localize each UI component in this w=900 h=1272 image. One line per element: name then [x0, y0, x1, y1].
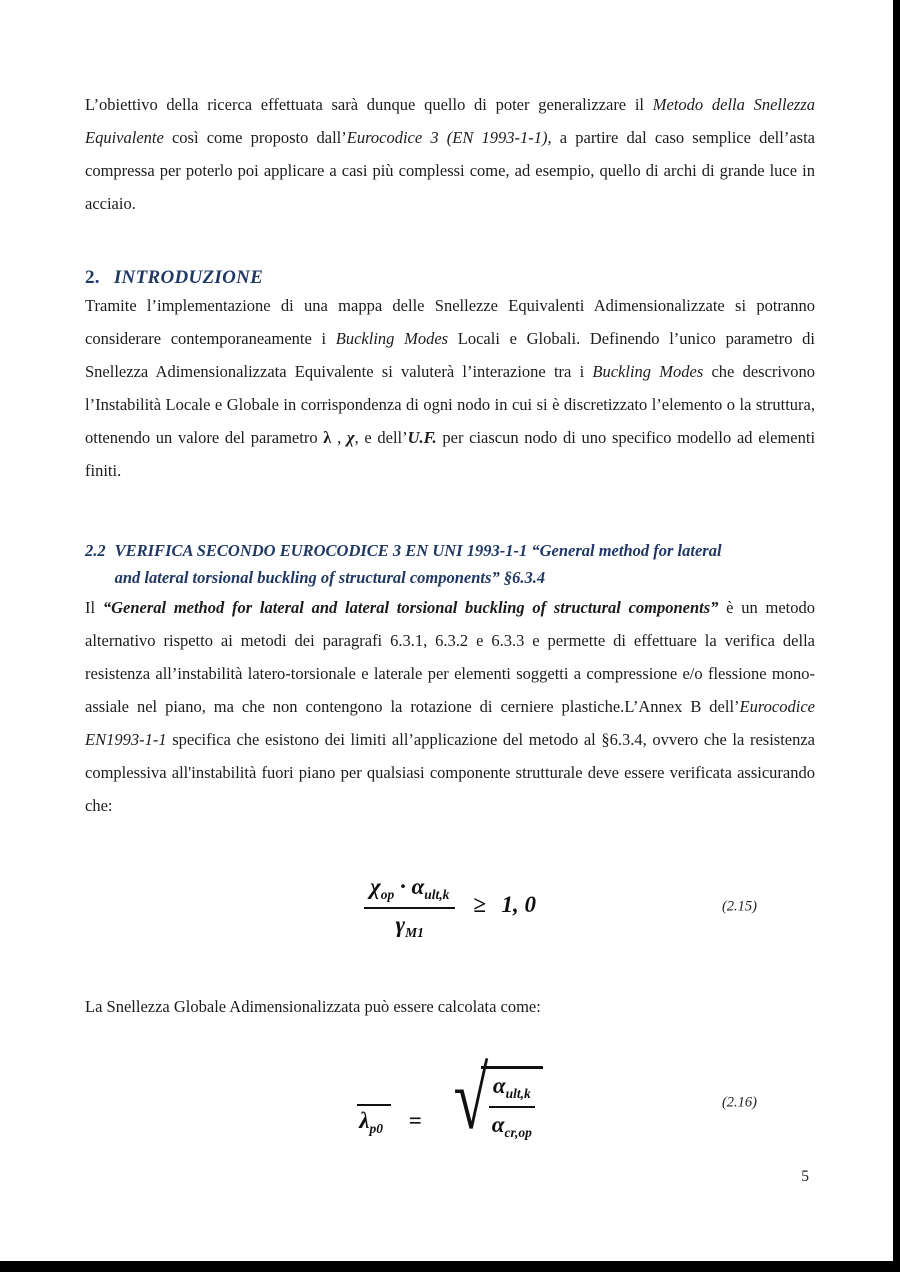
square-root — [440, 1050, 543, 1148]
paragraph-tramite — [85, 289, 815, 487]
alpha-subscript: ult,k — [505, 1085, 531, 1101]
formula-chi-alpha-over-gamma — [364, 874, 536, 941]
text-run: specifica che esistono dei limiti all’applicazione del metodo al §6.3.4, ovvero che la resistenza complessiva all'instabilità fuori piano per qualsiasi componente strutturale deve essere verificata assicurando che: — [85, 730, 815, 815]
symbol-chi: χ — [346, 428, 355, 447]
alpha-subscript: ult,k — [424, 886, 450, 902]
lambda-subscript: p0 — [369, 1120, 383, 1136]
gamma-symbol: γ — [395, 911, 406, 937]
fraction — [481, 1066, 543, 1141]
equation-value: 1, 0 — [501, 892, 536, 918]
geq-operator: ≥ — [473, 892, 486, 918]
text-run: Il — [85, 598, 103, 617]
heading-number: 2. — [85, 267, 100, 288]
text-run-italic: Buckling Modes — [592, 362, 704, 381]
fraction — [364, 874, 455, 941]
alpha-symbol: α — [411, 873, 425, 899]
equation-label: (2.15) — [721, 898, 757, 915]
fraction-denominator — [396, 909, 424, 941]
alpha-symbol: α — [491, 1111, 505, 1137]
text-run: a partire dal caso semplice dell’asta compressa per poterlo poi applicare a casi più complessi come, ad esempio, quello di archi di grande luce in acciaio. — [85, 128, 816, 213]
text-run: è un metodo alternativo rispetto ai metodi dei paragrafi 6.3.1, 6.3.2 e 6.3.3 e permette di effettuare la verifica della resistenza all’instabilità latero-torsionale e laterale per elementi soggetti a compressione e/o flessione mono-assiale nel piano, ma che non contengono la rotazione di cerniere plastiche. — [85, 598, 815, 716]
chi-subscript: op — [380, 886, 395, 902]
paragraph-objective — [85, 88, 815, 220]
text-run-italic: Eurocodice EN1993-1-1 — [85, 697, 815, 749]
text-run: L’obiettivo della ricerca effettuata sarà dunque quello di poter generalizzare il — [85, 95, 653, 114]
equation-label: (2.16) — [721, 1094, 757, 1111]
section-heading-2-2 — [85, 537, 815, 591]
symbol-lambda: λ — [323, 428, 332, 447]
formula-lambda-sqrt — [357, 1050, 543, 1148]
text-run: per ciascun nodo di uno specifico modello ad elementi finiti. — [85, 428, 816, 480]
text-run: così come proposto dall’ — [163, 128, 347, 147]
fraction-denominator — [492, 1108, 532, 1141]
symbol-uf: U.F. — [407, 428, 437, 447]
heading-number: 2.2 — [85, 541, 106, 560]
heading-title: INTRODUZIONE — [113, 267, 264, 288]
lambda-overline — [357, 1104, 391, 1137]
equation-2-16 — [85, 1050, 815, 1153]
radical-sign: √ — [453, 1050, 488, 1148]
heading-line-2: and lateral torsional buckling of structural components” §6.3.4 — [114, 568, 546, 587]
page-number: 5 — [801, 1168, 809, 1185]
cdot-operator: · — [399, 873, 406, 899]
section-heading-introduzione — [85, 267, 815, 289]
text-run: che descrivono l’Instabilità Locale e Globale in corrispondenza di ogni nodo in cui si è discretizzato l’elemento o la struttura, ottenendo un valore del parametro — [85, 362, 815, 447]
text-run-italic: Eurocodice 3 (EN 1993-1-1), — [346, 128, 552, 147]
fraction-numerator — [364, 874, 455, 909]
alpha-subscript: cr,op — [504, 1124, 532, 1140]
gamma-subscript: M1 — [405, 924, 424, 940]
fraction-numerator — [489, 1073, 535, 1108]
paragraph-snellezza-globale — [85, 990, 815, 1023]
alpha-symbol: α — [492, 1072, 506, 1098]
text-run-italic: Metodo della Snellezza Equivalente — [85, 95, 815, 147]
text-run: L’Annex B dell’ — [624, 697, 740, 716]
heading-text — [115, 537, 722, 591]
lambda-symbol: λ — [359, 1107, 370, 1133]
text-run: La Snellezza Globale Adimensionalizzata può essere calcolata come: — [85, 997, 541, 1016]
text-run-bold-italic: “General method for lateral and lateral torsional buckling of structural components” — [102, 598, 719, 617]
text-run-italic: Buckling Modes — [335, 329, 449, 348]
text-run: , — [331, 428, 347, 447]
equation-2-15 — [85, 864, 815, 950]
text-run: Locali e Globali. Definendo l’unico parametro di Snellezza Adimensionalizzata Equivalente si valuterà l’interazione tra i — [85, 329, 815, 381]
chi-symbol: χ — [370, 873, 381, 899]
equals-operator: = — [408, 1107, 422, 1133]
text-run: , e dell’ — [354, 428, 408, 447]
paragraph-general-method — [85, 591, 815, 822]
text-run: Tramite l’implementazione di una mappa delle Snellezze Equivalenti Adimensionalizzate si potranno considerare contemporaneamente i — [85, 296, 815, 348]
heading-line-1: VERIFICA SECONDO EUROCODICE 3 EN UNI 1993-1-1 “General method for lateral — [114, 541, 722, 560]
